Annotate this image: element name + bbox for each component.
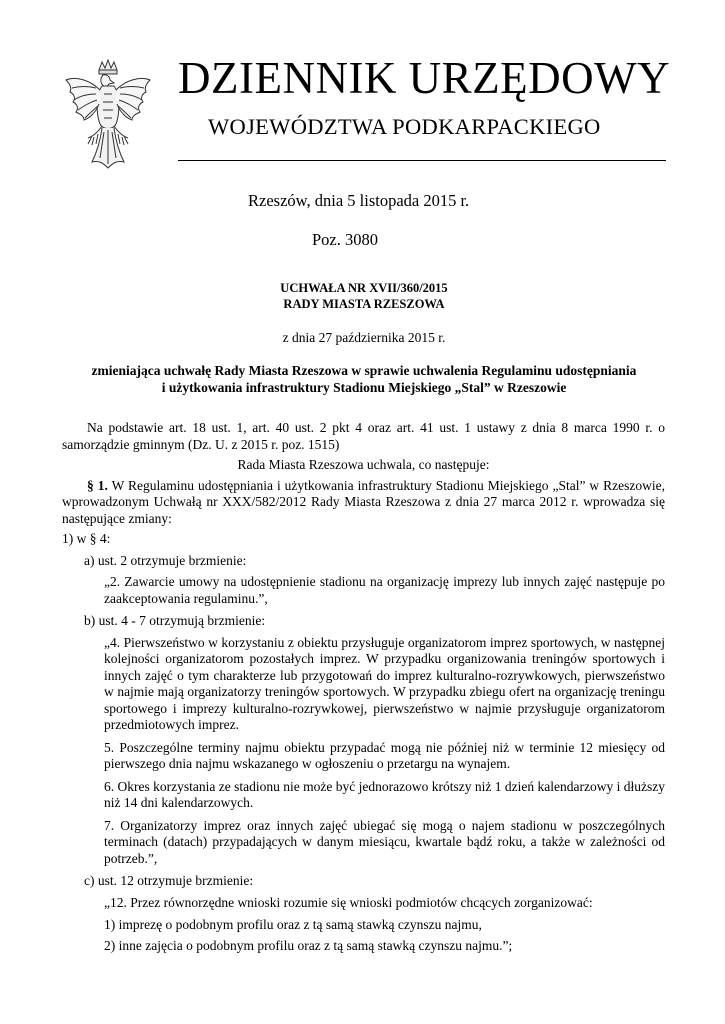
quoted-paragraph-6: 6. Okres korzystania ze stadionu nie może być jednorazowo krótszy niż 1 dzień kalendarzowy i dłuższy niż 14 dni kalendarzowych. — [104, 778, 665, 810]
resolution-subject-line-2: i użytkowania infrastruktury Stadionu Miejskiego „Stal” w Rzeszowie — [161, 380, 567, 395]
resolution-subject-line-1: zmieniająca uchwałę Rady Miasta Rzeszowa w sprawie uchwalenia Regulaminu udostępniania — [91, 363, 637, 378]
legal-basis: Na podstawie art. 18 ust. 1, art. 40 ust. 2 pkt 4 oraz art. 41 ust. 1 ustawy z dnia 8 marca 1990 r. o samorządzie gminnym (Dz. U. z 2015 r. poz. 1515) — [62, 420, 665, 452]
publication-place-date: Rzeszów, dnia 5 listopada 2015 r. — [248, 191, 470, 210]
resolution-council: RADY MIASTA RZESZOWA — [283, 297, 445, 311]
resolution-body — [62, 420, 665, 958]
list-item-a: a) ust. 2 otrzymuje brzmienie: — [84, 552, 247, 568]
quoted-paragraph-4: „4. Pierwszeństwo w korzystaniu z obiektu przysługuje organizatorom imprez sportowych, w następnej kolejności organizatorom pozostałych imprez. W przypadku organizowania treningów sportowych i innych zajęć o tym charakterze lub przygotowań do imprez kulturalno-rozrywkowych, pierwszeństwo w najmie mają organizatorzy treningów sportowych. W przypadku zbiegu ofert na organizację treningu sportowego i imprezy kulturalno-rozrywkowej, pierwszeństwo w najmie przysługuje organizatorom przedmiotowych imprez. — [104, 634, 665, 732]
list-item-c: c) ust. 12 otrzymuje brzmienie: — [84, 873, 254, 888]
quoted-paragraph-2: „2. Zawarcie umowy na udostępnienie stadionu na organizację imprezy lub innych zajęć następuje po zaakceptowania regulaminu.”, — [104, 574, 665, 606]
gazette-title: DZIENNIK URZĘDOWY — [178, 53, 671, 103]
list-item-1: 1) w § 4: — [62, 531, 111, 546]
quoted-point-12-1: 1) imprezę o podobnym profilu oraz z tą samą stawką czynszu najmu, — [104, 917, 482, 932]
polish-eagle-emblem-icon — [62, 58, 154, 170]
masthead-divider — [178, 160, 666, 161]
section-1-label: § 1. — [87, 477, 108, 493]
quoted-paragraph-5: 5. Poszczególne terminy najmu obiektu przypadać mogą nie później niż w terminie 12 miesięcy od pierwszego dnia najmu wskazanego w ogłoszeniu o przetargu na wynajem. — [104, 739, 665, 771]
quoted-paragraph-12: „12. Przez równorzędne wnioski rozumie się wnioski podmiotów chcących zorganizować: — [104, 894, 593, 910]
section-1 — [62, 478, 665, 528]
resolution-date: z dnia 27 października 2015 r. — [282, 330, 446, 345]
enacting-clause: Rada Miasta Rzeszowa uchwala, co następuje: — [237, 457, 490, 472]
list-item-b: b) ust. 4 - 7 otrzymują brzmienie: — [84, 613, 266, 628]
gazette-subtitle: WOJEWÓDZTWA PODKARPACKIEGO — [208, 114, 601, 139]
resolution-number: UCHWAŁA NR XVII/360/2015 — [280, 281, 448, 295]
publication-position: Poz. 3080 — [312, 230, 378, 249]
resolution-subject — [62, 362, 666, 396]
quoted-paragraph-7: 7. Organizatorzy imprez oraz innych zajęć ubiegać się mogą o najem stadionu w poszczególnych terminach (datach) przypadających w danym miesiącu, kwartale bądź roku, a także w zależności od potrzeb.”, — [104, 817, 665, 866]
quoted-point-12-2: 2) inne zajęcia o podobnym profilu oraz z tą samą stawką czynszu najmu.”; — [104, 937, 513, 953]
section-1-text: W Regulaminu udostępniania i użytkowania infrastruktury Stadionu Miejskiego „Stal” w Rzeszowie, wprowadzonym Uchwałą nr XXX/582/2012 Rady Miasta Rzeszowa z dnia 27 marca 2012 r. wprowadza się następujące zmiany: — [62, 477, 665, 526]
